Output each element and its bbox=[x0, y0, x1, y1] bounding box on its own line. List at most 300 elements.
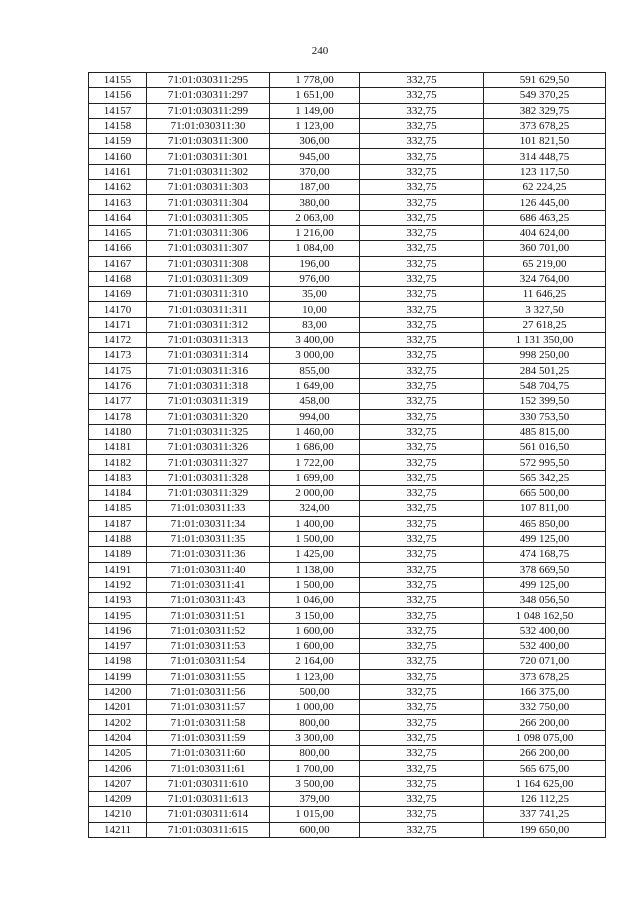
total-value-cell: 123 117,50 bbox=[484, 164, 606, 179]
area-cell: 2 000,00 bbox=[270, 486, 360, 501]
table-row bbox=[89, 73, 606, 88]
cadastral-number-cell: 71:01:030311:59 bbox=[147, 730, 270, 745]
table-row bbox=[89, 271, 606, 286]
price-cell: 332,75 bbox=[360, 103, 484, 118]
row-number-cell: 14185 bbox=[89, 501, 147, 516]
total-value-cell: 499 125,00 bbox=[484, 577, 606, 592]
price-cell: 332,75 bbox=[360, 531, 484, 546]
total-value-cell: 332 750,00 bbox=[484, 700, 606, 715]
cadastral-number-cell: 71:01:030311:33 bbox=[147, 501, 270, 516]
price-cell: 332,75 bbox=[360, 455, 484, 470]
area-cell: 994,00 bbox=[270, 409, 360, 424]
area-cell: 1 500,00 bbox=[270, 531, 360, 546]
table-row bbox=[89, 684, 606, 699]
total-value-cell: 404 624,00 bbox=[484, 225, 606, 240]
total-value-cell: 485 815,00 bbox=[484, 424, 606, 439]
area-cell: 3 300,00 bbox=[270, 730, 360, 745]
cadastral-number-cell: 71:01:030311:55 bbox=[147, 669, 270, 684]
table-row bbox=[89, 317, 606, 332]
total-value-cell: 665 500,00 bbox=[484, 486, 606, 501]
price-cell: 332,75 bbox=[360, 302, 484, 317]
table-row bbox=[89, 638, 606, 653]
price-cell: 332,75 bbox=[360, 180, 484, 195]
table-row bbox=[89, 654, 606, 669]
table-row bbox=[89, 88, 606, 103]
row-number-cell: 14169 bbox=[89, 287, 147, 302]
cadastral-number-cell: 71:01:030311:53 bbox=[147, 638, 270, 653]
table-row bbox=[89, 180, 606, 195]
area-cell: 2 164,00 bbox=[270, 654, 360, 669]
table-row bbox=[89, 394, 606, 409]
row-number-cell: 14197 bbox=[89, 638, 147, 653]
row-number-cell: 14164 bbox=[89, 210, 147, 225]
row-number-cell: 14165 bbox=[89, 225, 147, 240]
price-cell: 332,75 bbox=[360, 746, 484, 761]
table-row bbox=[89, 776, 606, 791]
cadastral-number-cell: 71:01:030311:328 bbox=[147, 470, 270, 485]
area-cell: 196,00 bbox=[270, 256, 360, 271]
price-cell: 332,75 bbox=[360, 577, 484, 592]
price-cell: 332,75 bbox=[360, 791, 484, 806]
table-row bbox=[89, 715, 606, 730]
row-number-cell: 14176 bbox=[89, 378, 147, 393]
total-value-cell: 1 048 162,50 bbox=[484, 608, 606, 623]
total-value-cell: 720 071,00 bbox=[484, 654, 606, 669]
total-value-cell: 3 327,50 bbox=[484, 302, 606, 317]
row-number-cell: 14211 bbox=[89, 822, 147, 837]
area-cell: 370,00 bbox=[270, 164, 360, 179]
cadastral-number-cell: 71:01:030311:327 bbox=[147, 455, 270, 470]
cadastral-number-cell: 71:01:030311:301 bbox=[147, 149, 270, 164]
total-value-cell: 324 764,00 bbox=[484, 271, 606, 286]
total-value-cell: 998 250,00 bbox=[484, 348, 606, 363]
total-value-cell: 11 646,25 bbox=[484, 287, 606, 302]
price-cell: 332,75 bbox=[360, 608, 484, 623]
area-cell: 379,00 bbox=[270, 791, 360, 806]
price-cell: 332,75 bbox=[360, 562, 484, 577]
table-row bbox=[89, 455, 606, 470]
table-row bbox=[89, 501, 606, 516]
area-cell: 1 700,00 bbox=[270, 761, 360, 776]
total-value-cell: 532 400,00 bbox=[484, 638, 606, 653]
area-cell: 3 000,00 bbox=[270, 348, 360, 363]
cadastral-number-cell: 71:01:030311:314 bbox=[147, 348, 270, 363]
table-row bbox=[89, 256, 606, 271]
cadastral-number-cell: 71:01:030311:295 bbox=[147, 73, 270, 88]
area-cell: 35,00 bbox=[270, 287, 360, 302]
table-row bbox=[89, 134, 606, 149]
area-cell: 945,00 bbox=[270, 149, 360, 164]
row-number-cell: 14195 bbox=[89, 608, 147, 623]
table-row bbox=[89, 547, 606, 562]
table-row bbox=[89, 608, 606, 623]
row-number-cell: 14192 bbox=[89, 577, 147, 592]
table-row bbox=[89, 424, 606, 439]
row-number-cell: 14160 bbox=[89, 149, 147, 164]
cadastral-number-cell: 71:01:030311:300 bbox=[147, 134, 270, 149]
price-cell: 332,75 bbox=[360, 241, 484, 256]
cadastral-number-cell: 71:01:030311:308 bbox=[147, 256, 270, 271]
cadastral-number-cell: 71:01:030311:41 bbox=[147, 577, 270, 592]
total-value-cell: 199 650,00 bbox=[484, 822, 606, 837]
price-cell: 332,75 bbox=[360, 195, 484, 210]
total-value-cell: 62 224,25 bbox=[484, 180, 606, 195]
table-row bbox=[89, 118, 606, 133]
price-cell: 332,75 bbox=[360, 715, 484, 730]
price-cell: 332,75 bbox=[360, 547, 484, 562]
cadastral-number-cell: 71:01:030311:43 bbox=[147, 593, 270, 608]
price-cell: 332,75 bbox=[360, 287, 484, 302]
cadastral-number-cell: 71:01:030311:299 bbox=[147, 103, 270, 118]
area-cell: 800,00 bbox=[270, 746, 360, 761]
row-number-cell: 14175 bbox=[89, 363, 147, 378]
total-value-cell: 474 168,75 bbox=[484, 547, 606, 562]
row-number-cell: 14193 bbox=[89, 593, 147, 608]
total-value-cell: 266 200,00 bbox=[484, 715, 606, 730]
table-row bbox=[89, 669, 606, 684]
area-cell: 306,00 bbox=[270, 134, 360, 149]
total-value-cell: 565 675,00 bbox=[484, 761, 606, 776]
cadastral-number-cell: 71:01:030311:34 bbox=[147, 516, 270, 531]
cadastral-number-cell: 71:01:030311:303 bbox=[147, 180, 270, 195]
row-number-cell: 14200 bbox=[89, 684, 147, 699]
row-number-cell: 14155 bbox=[89, 73, 147, 88]
cadastral-number-cell: 71:01:030311:318 bbox=[147, 378, 270, 393]
area-cell: 83,00 bbox=[270, 317, 360, 332]
table-row bbox=[89, 562, 606, 577]
price-cell: 332,75 bbox=[360, 363, 484, 378]
price-cell: 332,75 bbox=[360, 470, 484, 485]
row-number-cell: 14161 bbox=[89, 164, 147, 179]
price-cell: 332,75 bbox=[360, 700, 484, 715]
price-cell: 332,75 bbox=[360, 210, 484, 225]
row-number-cell: 14168 bbox=[89, 271, 147, 286]
total-value-cell: 101 821,50 bbox=[484, 134, 606, 149]
row-number-cell: 14182 bbox=[89, 455, 147, 470]
table-row bbox=[89, 577, 606, 592]
price-cell: 332,75 bbox=[360, 654, 484, 669]
cadastral-number-cell: 71:01:030311:313 bbox=[147, 333, 270, 348]
total-value-cell: 373 678,25 bbox=[484, 669, 606, 684]
cadastral-number-cell: 71:01:030311:615 bbox=[147, 822, 270, 837]
area-cell: 1 460,00 bbox=[270, 424, 360, 439]
area-cell: 976,00 bbox=[270, 271, 360, 286]
row-number-cell: 14210 bbox=[89, 807, 147, 822]
cadastral-number-cell: 71:01:030311:58 bbox=[147, 715, 270, 730]
area-cell: 1 699,00 bbox=[270, 470, 360, 485]
table-row bbox=[89, 195, 606, 210]
price-cell: 332,75 bbox=[360, 256, 484, 271]
price-cell: 332,75 bbox=[360, 822, 484, 837]
price-cell: 332,75 bbox=[360, 684, 484, 699]
row-number-cell: 14199 bbox=[89, 669, 147, 684]
table-row bbox=[89, 363, 606, 378]
table-row bbox=[89, 761, 606, 776]
cadastral-number-cell: 71:01:030311:309 bbox=[147, 271, 270, 286]
row-number-cell: 14177 bbox=[89, 394, 147, 409]
cadastral-number-cell: 71:01:030311:304 bbox=[147, 195, 270, 210]
area-cell: 1 425,00 bbox=[270, 547, 360, 562]
row-number-cell: 14205 bbox=[89, 746, 147, 761]
row-number-cell: 14166 bbox=[89, 241, 147, 256]
total-value-cell: 373 678,25 bbox=[484, 118, 606, 133]
total-value-cell: 348 056,50 bbox=[484, 593, 606, 608]
row-number-cell: 14156 bbox=[89, 88, 147, 103]
row-number-cell: 14187 bbox=[89, 516, 147, 531]
area-cell: 1 600,00 bbox=[270, 638, 360, 653]
area-cell: 500,00 bbox=[270, 684, 360, 699]
total-value-cell: 686 463,25 bbox=[484, 210, 606, 225]
total-value-cell: 549 370,25 bbox=[484, 88, 606, 103]
table-row bbox=[89, 302, 606, 317]
total-value-cell: 330 753,50 bbox=[484, 409, 606, 424]
cadastral-number-cell: 71:01:030311:52 bbox=[147, 623, 270, 638]
price-cell: 332,75 bbox=[360, 486, 484, 501]
area-cell: 1 000,00 bbox=[270, 700, 360, 715]
price-cell: 332,75 bbox=[360, 516, 484, 531]
area-cell: 1 138,00 bbox=[270, 562, 360, 577]
parcel-table bbox=[88, 72, 606, 838]
cadastral-number-cell: 71:01:030311:305 bbox=[147, 210, 270, 225]
table-row bbox=[89, 225, 606, 240]
area-cell: 600,00 bbox=[270, 822, 360, 837]
table-row bbox=[89, 486, 606, 501]
total-value-cell: 532 400,00 bbox=[484, 623, 606, 638]
total-value-cell: 1 131 350,00 bbox=[484, 333, 606, 348]
table-row bbox=[89, 378, 606, 393]
price-cell: 332,75 bbox=[360, 118, 484, 133]
price-cell: 332,75 bbox=[360, 807, 484, 822]
price-cell: 332,75 bbox=[360, 761, 484, 776]
row-number-cell: 14172 bbox=[89, 333, 147, 348]
area-cell: 1 015,00 bbox=[270, 807, 360, 822]
table-row bbox=[89, 531, 606, 546]
row-number-cell: 14198 bbox=[89, 654, 147, 669]
cadastral-number-cell: 71:01:030311:320 bbox=[147, 409, 270, 424]
cadastral-number-cell: 71:01:030311:325 bbox=[147, 424, 270, 439]
cadastral-number-cell: 71:01:030311:35 bbox=[147, 531, 270, 546]
row-number-cell: 14173 bbox=[89, 348, 147, 363]
price-cell: 332,75 bbox=[360, 73, 484, 88]
row-number-cell: 14157 bbox=[89, 103, 147, 118]
total-value-cell: 465 850,00 bbox=[484, 516, 606, 531]
parcel-table-body bbox=[89, 73, 606, 838]
table-row bbox=[89, 807, 606, 822]
area-cell: 1 651,00 bbox=[270, 88, 360, 103]
price-cell: 332,75 bbox=[360, 164, 484, 179]
area-cell: 800,00 bbox=[270, 715, 360, 730]
total-value-cell: 266 200,00 bbox=[484, 746, 606, 761]
table-row bbox=[89, 149, 606, 164]
price-cell: 332,75 bbox=[360, 149, 484, 164]
table-row bbox=[89, 409, 606, 424]
cadastral-number-cell: 71:01:030311:61 bbox=[147, 761, 270, 776]
cadastral-number-cell: 71:01:030311:302 bbox=[147, 164, 270, 179]
area-cell: 324,00 bbox=[270, 501, 360, 516]
table-row bbox=[89, 822, 606, 837]
table-row bbox=[89, 623, 606, 638]
cadastral-number-cell: 71:01:030311:311 bbox=[147, 302, 270, 317]
area-cell: 1 500,00 bbox=[270, 577, 360, 592]
price-cell: 332,75 bbox=[360, 623, 484, 638]
cadastral-number-cell: 71:01:030311:316 bbox=[147, 363, 270, 378]
cadastral-number-cell: 71:01:030311:610 bbox=[147, 776, 270, 791]
price-cell: 332,75 bbox=[360, 333, 484, 348]
total-value-cell: 27 618,25 bbox=[484, 317, 606, 332]
row-number-cell: 14202 bbox=[89, 715, 147, 730]
row-number-cell: 14196 bbox=[89, 623, 147, 638]
area-cell: 1 649,00 bbox=[270, 378, 360, 393]
row-number-cell: 14162 bbox=[89, 180, 147, 195]
total-value-cell: 152 399,50 bbox=[484, 394, 606, 409]
price-cell: 332,75 bbox=[360, 638, 484, 653]
total-value-cell: 561 016,50 bbox=[484, 440, 606, 455]
price-cell: 332,75 bbox=[360, 378, 484, 393]
area-cell: 1 123,00 bbox=[270, 118, 360, 133]
area-cell: 1 722,00 bbox=[270, 455, 360, 470]
table-row bbox=[89, 746, 606, 761]
table-row bbox=[89, 791, 606, 806]
price-cell: 332,75 bbox=[360, 271, 484, 286]
cadastral-number-cell: 71:01:030311:312 bbox=[147, 317, 270, 332]
table-row bbox=[89, 440, 606, 455]
table-row bbox=[89, 730, 606, 745]
cadastral-number-cell: 71:01:030311:297 bbox=[147, 88, 270, 103]
total-value-cell: 1 164 625,00 bbox=[484, 776, 606, 791]
cadastral-number-cell: 71:01:030311:319 bbox=[147, 394, 270, 409]
row-number-cell: 14171 bbox=[89, 317, 147, 332]
area-cell: 3 150,00 bbox=[270, 608, 360, 623]
price-cell: 332,75 bbox=[360, 776, 484, 791]
row-number-cell: 14180 bbox=[89, 424, 147, 439]
price-cell: 332,75 bbox=[360, 225, 484, 240]
price-cell: 332,75 bbox=[360, 317, 484, 332]
table-row bbox=[89, 516, 606, 531]
cadastral-number-cell: 71:01:030311:56 bbox=[147, 684, 270, 699]
cadastral-number-cell: 71:01:030311:329 bbox=[147, 486, 270, 501]
total-value-cell: 126 445,00 bbox=[484, 195, 606, 210]
price-cell: 332,75 bbox=[360, 134, 484, 149]
total-value-cell: 314 448,75 bbox=[484, 149, 606, 164]
table-row bbox=[89, 333, 606, 348]
area-cell: 1 778,00 bbox=[270, 73, 360, 88]
total-value-cell: 107 811,00 bbox=[484, 501, 606, 516]
total-value-cell: 382 329,75 bbox=[484, 103, 606, 118]
area-cell: 1 686,00 bbox=[270, 440, 360, 455]
area-cell: 187,00 bbox=[270, 180, 360, 195]
total-value-cell: 126 112,25 bbox=[484, 791, 606, 806]
cadastral-number-cell: 71:01:030311:40 bbox=[147, 562, 270, 577]
price-cell: 332,75 bbox=[360, 669, 484, 684]
total-value-cell: 1 098 075,00 bbox=[484, 730, 606, 745]
area-cell: 380,00 bbox=[270, 195, 360, 210]
cadastral-number-cell: 71:01:030311:614 bbox=[147, 807, 270, 822]
total-value-cell: 284 501,25 bbox=[484, 363, 606, 378]
cadastral-number-cell: 71:01:030311:57 bbox=[147, 700, 270, 715]
table-row bbox=[89, 700, 606, 715]
area-cell: 855,00 bbox=[270, 363, 360, 378]
area-cell: 1 216,00 bbox=[270, 225, 360, 240]
area-cell: 2 063,00 bbox=[270, 210, 360, 225]
cadastral-number-cell: 71:01:030311:30 bbox=[147, 118, 270, 133]
total-value-cell: 591 629,50 bbox=[484, 73, 606, 88]
cadastral-number-cell: 71:01:030311:310 bbox=[147, 287, 270, 302]
cadastral-number-cell: 71:01:030311:36 bbox=[147, 547, 270, 562]
price-cell: 332,75 bbox=[360, 394, 484, 409]
table-row bbox=[89, 287, 606, 302]
price-cell: 332,75 bbox=[360, 424, 484, 439]
cadastral-number-cell: 71:01:030311:60 bbox=[147, 746, 270, 761]
price-cell: 332,75 bbox=[360, 440, 484, 455]
price-cell: 332,75 bbox=[360, 88, 484, 103]
table-row bbox=[89, 241, 606, 256]
area-cell: 1 400,00 bbox=[270, 516, 360, 531]
area-cell: 1 084,00 bbox=[270, 241, 360, 256]
row-number-cell: 14170 bbox=[89, 302, 147, 317]
total-value-cell: 378 669,50 bbox=[484, 562, 606, 577]
row-number-cell: 14207 bbox=[89, 776, 147, 791]
area-cell: 1 600,00 bbox=[270, 623, 360, 638]
row-number-cell: 14204 bbox=[89, 730, 147, 745]
row-number-cell: 14178 bbox=[89, 409, 147, 424]
row-number-cell: 14163 bbox=[89, 195, 147, 210]
row-number-cell: 14159 bbox=[89, 134, 147, 149]
total-value-cell: 548 704,75 bbox=[484, 378, 606, 393]
table-row bbox=[89, 210, 606, 225]
table-row bbox=[89, 348, 606, 363]
row-number-cell: 14184 bbox=[89, 486, 147, 501]
row-number-cell: 14181 bbox=[89, 440, 147, 455]
price-cell: 332,75 bbox=[360, 501, 484, 516]
cadastral-number-cell: 71:01:030311:326 bbox=[147, 440, 270, 455]
row-number-cell: 14201 bbox=[89, 700, 147, 715]
total-value-cell: 572 995,50 bbox=[484, 455, 606, 470]
row-number-cell: 14189 bbox=[89, 547, 147, 562]
area-cell: 1 149,00 bbox=[270, 103, 360, 118]
row-number-cell: 14188 bbox=[89, 531, 147, 546]
price-cell: 332,75 bbox=[360, 409, 484, 424]
page-number: 240 bbox=[311, 45, 329, 57]
cadastral-number-cell: 71:01:030311:54 bbox=[147, 654, 270, 669]
total-value-cell: 360 701,00 bbox=[484, 241, 606, 256]
area-cell: 1 123,00 bbox=[270, 669, 360, 684]
area-cell: 1 046,00 bbox=[270, 593, 360, 608]
table-row bbox=[89, 164, 606, 179]
area-cell: 10,00 bbox=[270, 302, 360, 317]
total-value-cell: 499 125,00 bbox=[484, 531, 606, 546]
cadastral-number-cell: 71:01:030311:51 bbox=[147, 608, 270, 623]
row-number-cell: 14209 bbox=[89, 791, 147, 806]
row-number-cell: 14158 bbox=[89, 118, 147, 133]
total-value-cell: 166 375,00 bbox=[484, 684, 606, 699]
row-number-cell: 14191 bbox=[89, 562, 147, 577]
total-value-cell: 565 342,25 bbox=[484, 470, 606, 485]
row-number-cell: 14206 bbox=[89, 761, 147, 776]
row-number-cell: 14167 bbox=[89, 256, 147, 271]
total-value-cell: 337 741,25 bbox=[484, 807, 606, 822]
price-cell: 332,75 bbox=[360, 593, 484, 608]
cadastral-number-cell: 71:01:030311:613 bbox=[147, 791, 270, 806]
area-cell: 3 400,00 bbox=[270, 333, 360, 348]
price-cell: 332,75 bbox=[360, 730, 484, 745]
table-row bbox=[89, 103, 606, 118]
price-cell: 332,75 bbox=[360, 348, 484, 363]
cadastral-number-cell: 71:01:030311:307 bbox=[147, 241, 270, 256]
cadastral-number-cell: 71:01:030311:306 bbox=[147, 225, 270, 240]
total-value-cell: 65 219,00 bbox=[484, 256, 606, 271]
row-number-cell: 14183 bbox=[89, 470, 147, 485]
table-row bbox=[89, 593, 606, 608]
